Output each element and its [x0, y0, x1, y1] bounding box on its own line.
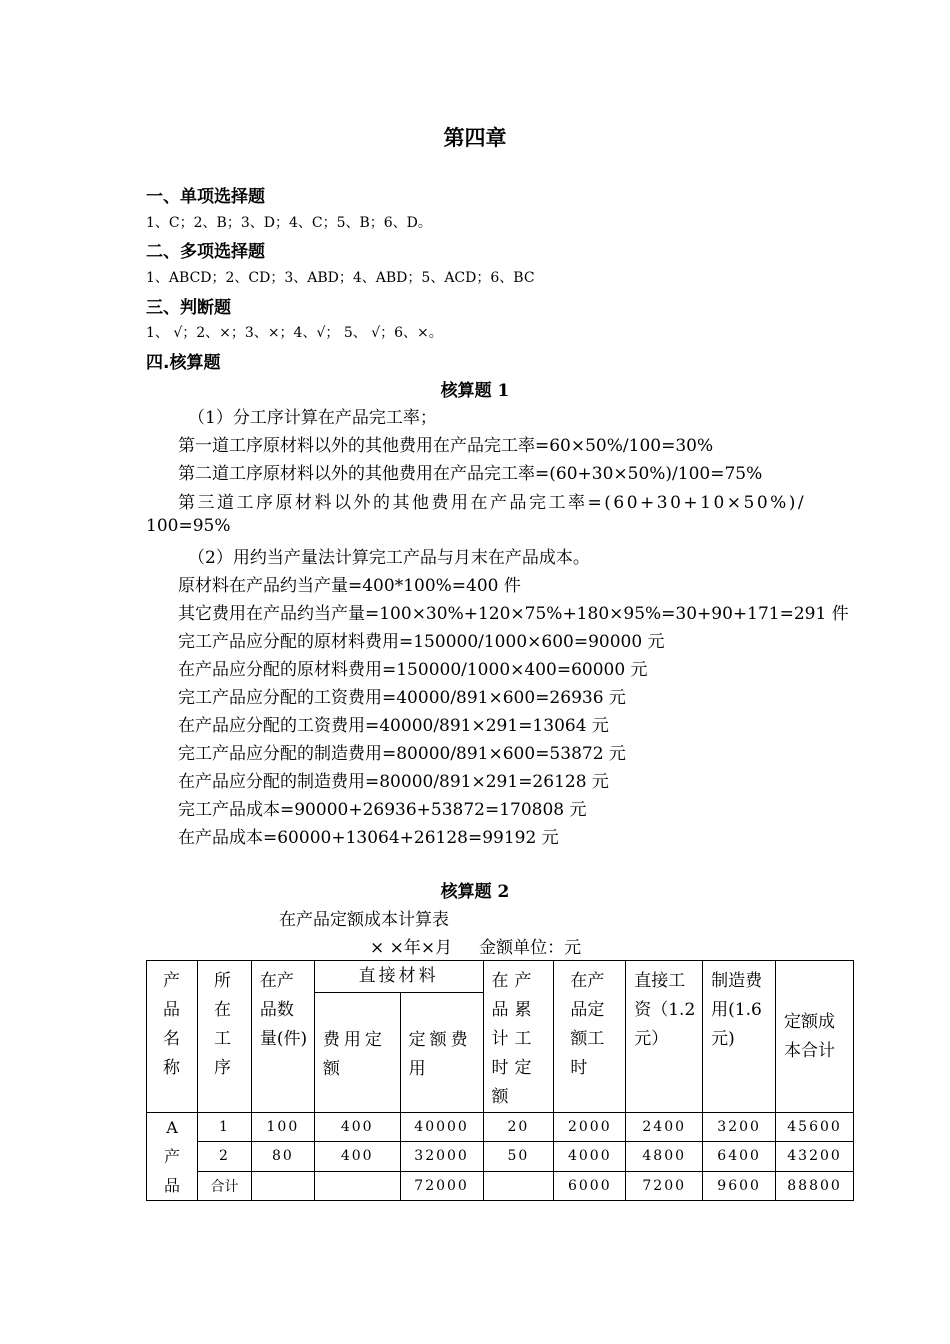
- problem1-step2: （2）用约当产量法计算完工产品与月末在产品成本。: [188, 548, 590, 568]
- rate-line-3: 第三道工序原材料以外的其他费用在产品完工率=(60+30+10×50%)/: [178, 493, 807, 513]
- rate-line-1: 第一道工序原材料以外的其他费用在产品完工率=60×50%/100=30%: [178, 436, 714, 456]
- header-total: 定额成本合计: [776, 961, 854, 1113]
- table-row-total: [147, 1171, 854, 1200]
- cell-cost-quota: [314, 1171, 400, 1200]
- quota-cost-table: [146, 960, 854, 1201]
- cell-total: 43200: [776, 1142, 854, 1171]
- header-process: 所在工序: [197, 961, 251, 1113]
- calc-line-3: 完工产品应分配的原材料费用=150000/1000×600=90000 元: [178, 632, 665, 652]
- cell-total: 88800: [776, 1171, 854, 1200]
- product-name-cell: A产品: [147, 1113, 198, 1201]
- rate-line-3-cont: 100=95%: [146, 516, 231, 536]
- problem1-title: 核算题 1: [440, 381, 510, 401]
- header-cum-hours: 在产品累计工时定额: [483, 961, 554, 1113]
- calc-line-10: 在产品成本=60000+13064+26128=99192 元: [178, 828, 559, 848]
- section-heading-accounting: 四.核算题: [146, 353, 221, 373]
- calc-line-5: 完工产品应分配的工资费用=40000/891×600=26936 元: [178, 688, 626, 708]
- multiple-choice-answers: 1、ABCD；2、CD；3、ABD；4、ABD；5、ACD；6、BC: [146, 270, 535, 286]
- cell-quota-hours: 4000: [554, 1142, 626, 1171]
- cell-quota-hours: 2000: [554, 1113, 626, 1142]
- cell-quota-cost: 32000: [400, 1142, 483, 1171]
- calc-line-7: 完工产品应分配的制造费用=80000/891×600=53872 元: [178, 744, 626, 764]
- calc-line-1: 原材料在产品约当产量=400*100%=400 件: [178, 576, 521, 596]
- header-product-name: 产品名称: [147, 961, 198, 1113]
- calc-line-9: 完工产品成本=90000+26936+53872=170808 元: [178, 800, 587, 820]
- cell-total: 45600: [776, 1113, 854, 1142]
- table-title: 在产品定额成本计算表: [279, 910, 449, 930]
- cell-wage: 4800: [626, 1142, 703, 1171]
- header-overhead: 制造费用(1.6元): [703, 961, 776, 1113]
- chapter-title: 第四章: [443, 126, 507, 150]
- cell-quota-hours: 6000: [554, 1171, 626, 1200]
- cell-cost-quota: 400: [314, 1142, 400, 1171]
- cell-cum-hours: [483, 1171, 554, 1200]
- rate-line-2: 第二道工序原材料以外的其他费用在产品完工率=(60+30×50%)/100=75%: [178, 464, 763, 484]
- header-quantity: 在产品数量(件): [251, 961, 314, 1113]
- cell-overhead: 6400: [703, 1142, 776, 1171]
- cell-overhead: 3200: [703, 1113, 776, 1142]
- cell-quota-cost: 40000: [400, 1113, 483, 1142]
- cell-process: 1: [197, 1113, 251, 1142]
- section-heading-true-false: 三、判断题: [146, 298, 231, 318]
- table-date-unit: × ×年×月 金额单位：元: [370, 938, 582, 958]
- cell-wage: 2400: [626, 1113, 703, 1142]
- true-false-answers: 1、 √；2、×；3、×；4、√； 5、 √；6、×。: [146, 325, 443, 341]
- cell-cum-hours: 50: [483, 1142, 554, 1171]
- cell-overhead: 9600: [703, 1171, 776, 1200]
- cell-quantity: 80: [251, 1142, 314, 1171]
- header-direct-material: 直接材料: [314, 961, 483, 993]
- single-choice-answers: 1、C；2、B；3、D；4、C；5、B；6、D。: [146, 215, 432, 231]
- cell-process: 合计: [197, 1171, 251, 1200]
- cell-quantity: 100: [251, 1113, 314, 1142]
- table-row: [147, 1142, 854, 1171]
- section-heading-single-choice: 一、单项选择题: [146, 187, 265, 207]
- calc-line-6: 在产品应分配的工资费用=40000/891×291=13064 元: [178, 716, 609, 736]
- cell-cost-quota: 400: [314, 1113, 400, 1142]
- calc-line-8: 在产品应分配的制造费用=80000/891×291=26128 元: [178, 772, 609, 792]
- cell-quantity: [251, 1171, 314, 1200]
- problem1-step1: （1）分工序计算在产品完工率；: [188, 408, 437, 428]
- calc-line-4: 在产品应分配的原材料费用=150000/1000×400=60000 元: [178, 660, 648, 680]
- cell-wage: 7200: [626, 1171, 703, 1200]
- header-quota-hours: 在产品定额工时: [554, 961, 626, 1113]
- table-row: [147, 1113, 854, 1142]
- header-quota-cost: 定额费用: [400, 992, 483, 1112]
- problem2-title: 核算题 2: [440, 882, 510, 902]
- header-cost-quota: 费用定额: [314, 992, 400, 1112]
- cell-quota-cost: 72000: [400, 1171, 483, 1200]
- section-heading-multiple-choice: 二、多项选择题: [146, 242, 265, 262]
- cell-cum-hours: 20: [483, 1113, 554, 1142]
- calc-line-2: 其它费用在产品约当产量=100×30%+120×75%+180×95%=30+90+171=291 件: [178, 604, 849, 624]
- cell-process: 2: [197, 1142, 251, 1171]
- header-direct-wage: 直接工资（1.2元）: [626, 961, 703, 1113]
